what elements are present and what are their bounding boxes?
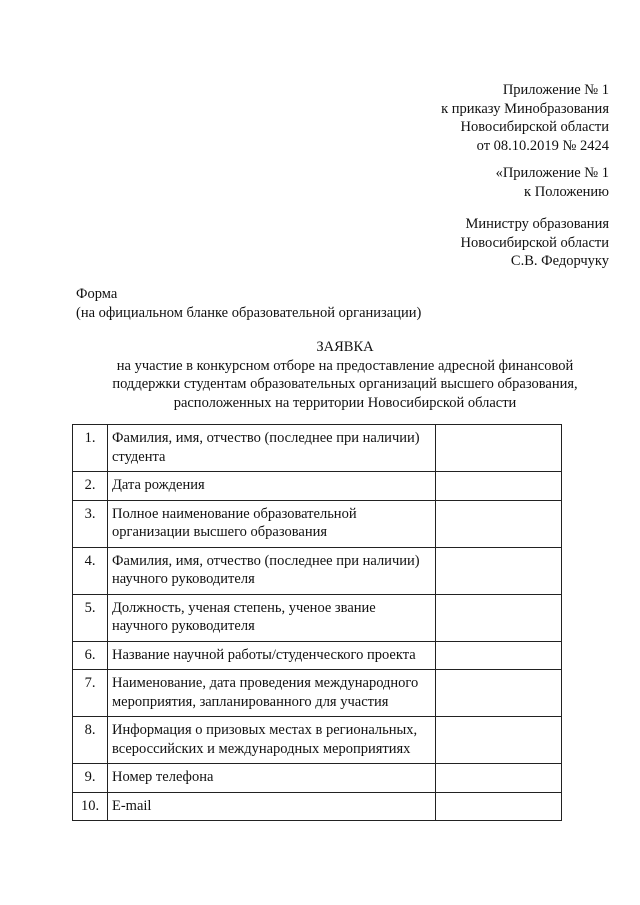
row-label: Название научной работы/студенческого проекта — [108, 641, 436, 670]
row-value-cell[interactable] — [436, 641, 562, 670]
row-label: Должность, ученая степень, ученое звание научного руководителя — [108, 594, 436, 641]
appendix-sub-line: к Положению — [524, 183, 609, 200]
appendix-line: Новосибирской области — [460, 119, 609, 135]
row-value-cell[interactable] — [436, 670, 562, 717]
row-number: 2. — [73, 472, 108, 501]
appendix-line: к приказу Минобразования — [441, 100, 609, 117]
row-label: Фамилия, имя, отчество (последнее при наличии) научного руководителя — [108, 547, 436, 594]
row-label: E-mail — [108, 792, 436, 821]
row-label: Полное наименование образовательной организации высшего образования — [108, 500, 436, 547]
table-row — [73, 641, 562, 670]
row-label: Фамилия, имя, отчество (последнее при наличии) студента — [108, 425, 436, 472]
table-row — [73, 764, 562, 793]
row-value-cell[interactable] — [436, 717, 562, 764]
appendix-sub-line: «Приложение № 1 — [495, 165, 609, 181]
row-number: 6. — [73, 641, 108, 670]
row-value-cell[interactable] — [436, 594, 562, 641]
row-value-cell[interactable] — [436, 792, 562, 821]
application-table — [72, 424, 562, 821]
addressee-line: Новосибирской области — [460, 234, 609, 251]
addressee — [460, 215, 609, 271]
addressee-line: Министру образования — [465, 216, 609, 232]
row-value-cell[interactable] — [436, 425, 562, 472]
form-note-line: Форма — [76, 286, 118, 302]
table-row — [73, 594, 562, 641]
table-row — [73, 547, 562, 594]
row-value-cell[interactable] — [436, 472, 562, 501]
document-title — [60, 338, 630, 412]
title-line: поддержки студентам образовательных организаций высшего образования, — [112, 376, 578, 392]
row-number: 5. — [73, 594, 108, 641]
table-row — [73, 425, 562, 472]
appendix-line: от 08.10.2019 № 2424 — [476, 137, 609, 154]
addressee-line: С.В. Федорчуку — [510, 253, 609, 269]
row-value-cell[interactable] — [436, 764, 562, 793]
title-line: на участие в конкурсном отборе на предоставление адресной финансовой — [116, 357, 574, 374]
row-number: 1. — [73, 425, 108, 472]
row-value-cell[interactable] — [436, 547, 562, 594]
row-label: Наименование, дата проведения международного мероприятия, запланированного для участия — [108, 670, 436, 717]
row-number: 8. — [73, 717, 108, 764]
table-row — [73, 717, 562, 764]
table-row — [73, 792, 562, 821]
row-label: Дата рождения — [108, 472, 436, 501]
appendix-sub-header — [496, 164, 609, 201]
row-number: 4. — [73, 547, 108, 594]
form-note-line: (на официальном бланке образовательной организации) — [76, 304, 422, 321]
row-number: 10. — [73, 792, 108, 821]
table-row — [73, 670, 562, 717]
row-label: Информация о призовых местах в региональных, всероссийских и международных мероприятиях — [108, 717, 436, 764]
appendix-header — [441, 81, 609, 155]
row-number: 9. — [73, 764, 108, 793]
row-number: 3. — [73, 500, 108, 547]
table-row — [73, 472, 562, 501]
form-note — [76, 285, 421, 322]
row-label: Номер телефона — [108, 764, 436, 793]
row-number: 7. — [73, 670, 108, 717]
row-value-cell[interactable] — [436, 500, 562, 547]
table-row — [73, 500, 562, 547]
title-heading: ЗАЯВКА — [316, 339, 374, 355]
title-line: расположенных на территории Новосибирской области — [173, 394, 517, 411]
appendix-line: Приложение № 1 — [502, 82, 609, 98]
